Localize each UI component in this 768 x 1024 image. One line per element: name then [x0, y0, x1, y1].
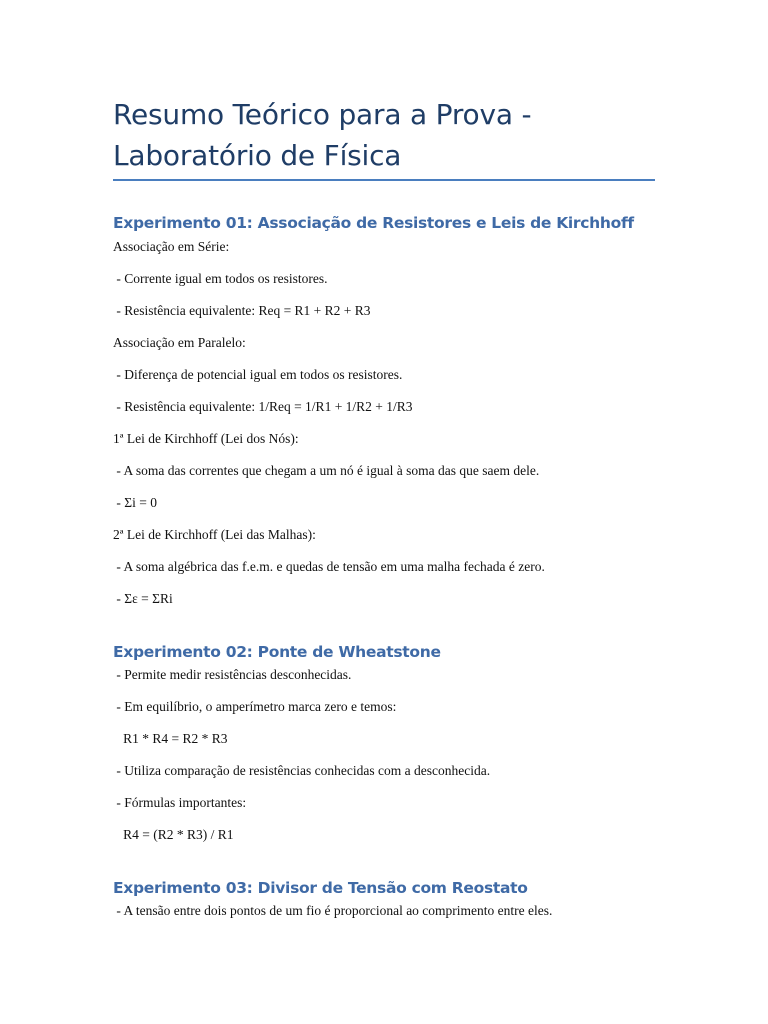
body-line: - A soma das correntes que chegam a um nó é igual à soma das que saem dele.: [113, 463, 540, 478]
body-line: - A tensão entre dois pontos de um fio é proporcional ao comprimento entre eles.: [113, 903, 553, 918]
body-line: - Fórmulas importantes:: [113, 795, 247, 810]
body-line: - Em equilíbrio, o amperímetro marca zero e temos:: [113, 699, 397, 714]
section-heading-experimento-01: Experimento 01: Associação de Resistores e Leis de Kirchhoff: [113, 214, 634, 232]
section-heading-experimento-02: Experimento 02: Ponte de Wheatstone: [113, 643, 441, 661]
title-line-2: Laboratório de Física: [113, 139, 402, 172]
body-line: Associação em Paralelo:: [113, 335, 246, 350]
body-line: R1 * R4 = R2 * R3: [113, 731, 228, 746]
body-line: - A soma algébrica das f.e.m. e quedas de tensão em uma malha fechada é zero.: [113, 559, 545, 574]
body-line: - Permite medir resistências desconhecidas.: [113, 667, 352, 682]
body-line: - Σε = ΣRi: [113, 591, 173, 606]
title-divider: [113, 179, 655, 181]
body-line: - Σi = 0: [113, 495, 157, 510]
body-line: - Resistência equivalente: Req = R1 + R2 + R3: [113, 303, 371, 318]
body-line: Associação em Série:: [113, 239, 230, 254]
body-line: R4 = (R2 * R3) / R1: [113, 827, 234, 842]
body-line: 1ª Lei de Kirchhoff (Lei dos Nós):: [113, 431, 299, 446]
body-line: - Utiliza comparação de resistências conhecidas com a desconhecida.: [113, 763, 491, 778]
body-line: 2ª Lei de Kirchhoff (Lei das Malhas):: [113, 527, 316, 542]
section-heading-experimento-03: Experimento 03: Divisor de Tensão com Reostato: [113, 879, 528, 897]
title-line-1: Resumo Teórico para a Prova -: [113, 98, 532, 131]
document-title: [113, 94, 655, 176]
body-line: - Corrente igual em todos os resistores.: [113, 271, 328, 286]
body-line: - Diferença de potencial igual em todos os resistores.: [113, 367, 403, 382]
body-line: - Resistência equivalente: 1/Req = 1/R1 + 1/R2 + 1/R3: [113, 399, 413, 414]
